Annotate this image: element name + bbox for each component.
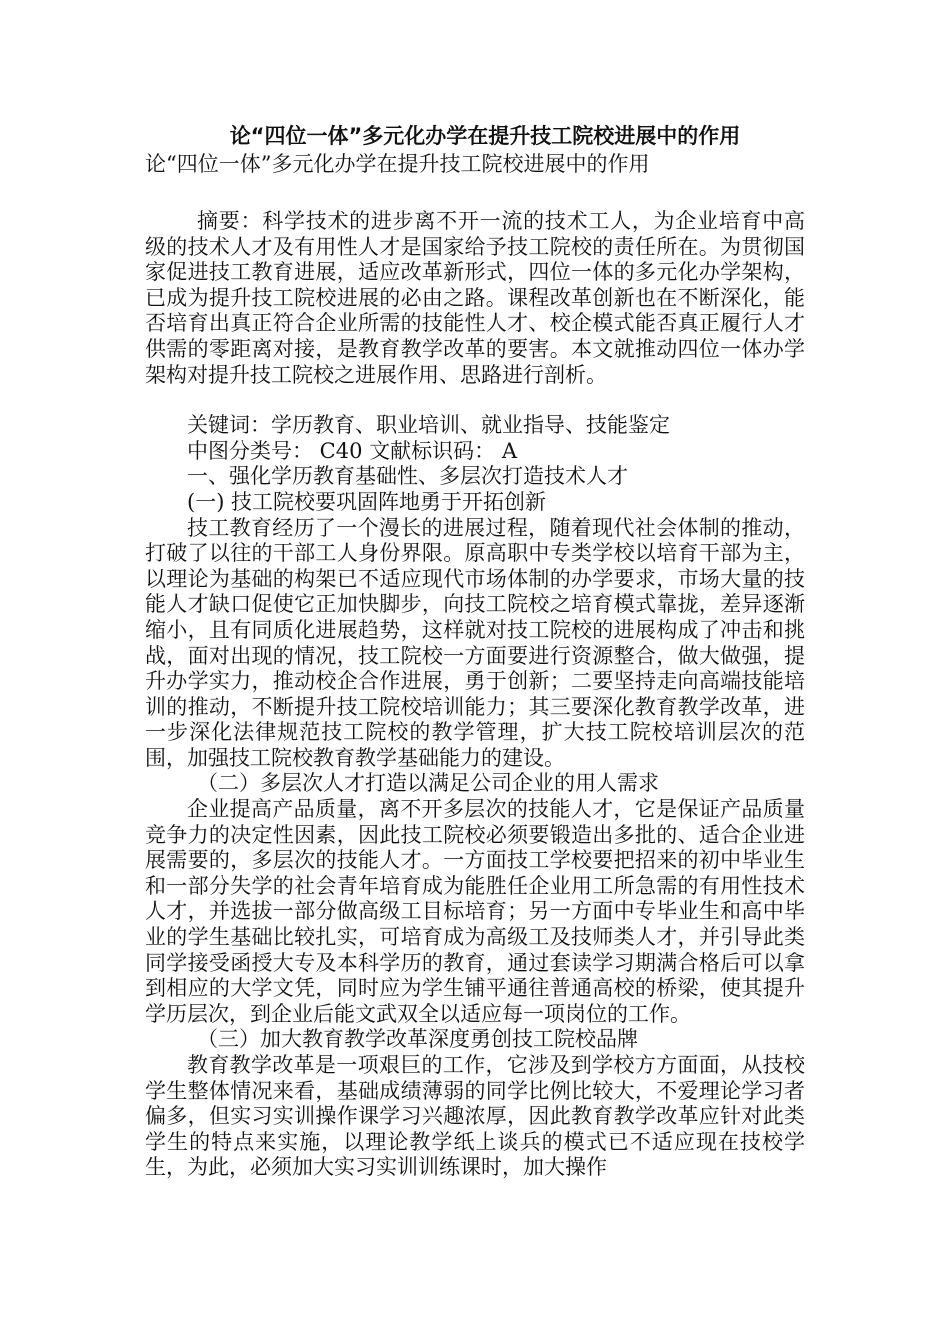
keywords-line: 关键词：学历教育、职业培训、就业指导、技能鉴定 (187, 413, 670, 438)
subsection-heading-1: (一) 技工院校要巩固阵地勇于开拓创新 (187, 489, 547, 514)
subsection-heading-3: （三）加大教育教学改革深度勇创技工院校品牌 (197, 1027, 638, 1052)
abstract-paragraph: 摘要：科学技术的进步离不开一流的技术工人，为企业培育中高级的技术人才及有用性人才是国家给予技工院校的责任所在。为贯彻国家促进技工教育进展，适应改革新形式，四位一体的多元化办学架构，已成为提升技工院校进展的必由之路。课程改革创新也在不断深化，能否培育出真正符合企业所需的技能性人才、校企模式能否真正履行人才供需的零距离对接，是教育教学改革的要害。本文就推动四位一体办学架构对提升技工院校之进展作用、思路进行剖析。 (145, 209, 805, 387)
subsection-body-2: 企业提高产品质量，离不开多层次的技能人才，它是保证产品质量竞争力的决定性因素，因此技工院校必须要锻造出多批的、适合企业进展需要的，多层次的技能人才。一方面技工学校要把招来的初中毕业生和一部分失学的社会青年培育成为能胜任企业用工所急需的有用性技术人才，并选拔一部分做高级工目标培育；另一方面中专毕业生和高中毕业的学生基础比较扎实，可培育成为高级工及技师类人才，并引导此类同学接受函授大专及本科学历的教育，通过套读学习期满合格后可以拿到相应的大学文凭，同时应为学生铺平通往普通高校的桥梁，使其提升学历层次，到企业后能文武双全以适应每一项岗位的工作。 (145, 797, 805, 1026)
section-heading-1: 一、强化学历教育基础性、多层次打造技术人才 (187, 464, 628, 489)
subsection-body-1: 技工教育经历了一个漫长的进展过程，随着现代社会体制的推动，打破了以往的干部工人身份界限。原高职中专类学校以培育干部为主，以理论为基础的构架已不适应现代市场体制的办学要求，市场大量的技能人才缺口促使它正加快脚步，向技工院校之培育模式靠拢，差异逐渐缩小，且有同质化进展趋势，这样就对技工院校的进展构成了冲击和挑战，面对出现的情况，技工院校一方面要进行资源整合，做大做强，提升办学实力，推动校企合作进展，勇于创新；二要坚持走向高端技能培训的推动，不断提升技工院校培训能力；其三要深化教育教学改革，进一步深化法律规范技工院校的教学管理，扩大技工院校培训层次的范围，加强技工院校教育教学基础能力的建设。 (145, 515, 805, 770)
document-page (145, 122, 805, 1181)
subsection-body-3: 教育教学改革是一项艰巨的工作，它涉及到学校方方面面，从技校学生整体情况来看，基础成绩薄弱的同学比例比较大，不爱理论学习者偏多，但实习实训操作课学习兴趣浓厚，因此教育教学改革应针对此类学生的特点来实施，以理论教学纸上谈兵的模式已不适应现在技校学生，为此，必须加大实习实训训练课时，加大操作 (145, 1053, 805, 1180)
document-title: 论“四位一体”多元化办学在提升技工院校进展中的作用 (229, 124, 741, 148)
document-subtitle: 论“四位一体”多元化办学在提升技工院校进展中的作用 (145, 152, 650, 176)
classification-line: 中图分类号： C40 文献标识码： A (187, 438, 517, 463)
subsection-heading-2: （二）多层次人才打造以满足公司企业的用人需求 (197, 771, 659, 796)
